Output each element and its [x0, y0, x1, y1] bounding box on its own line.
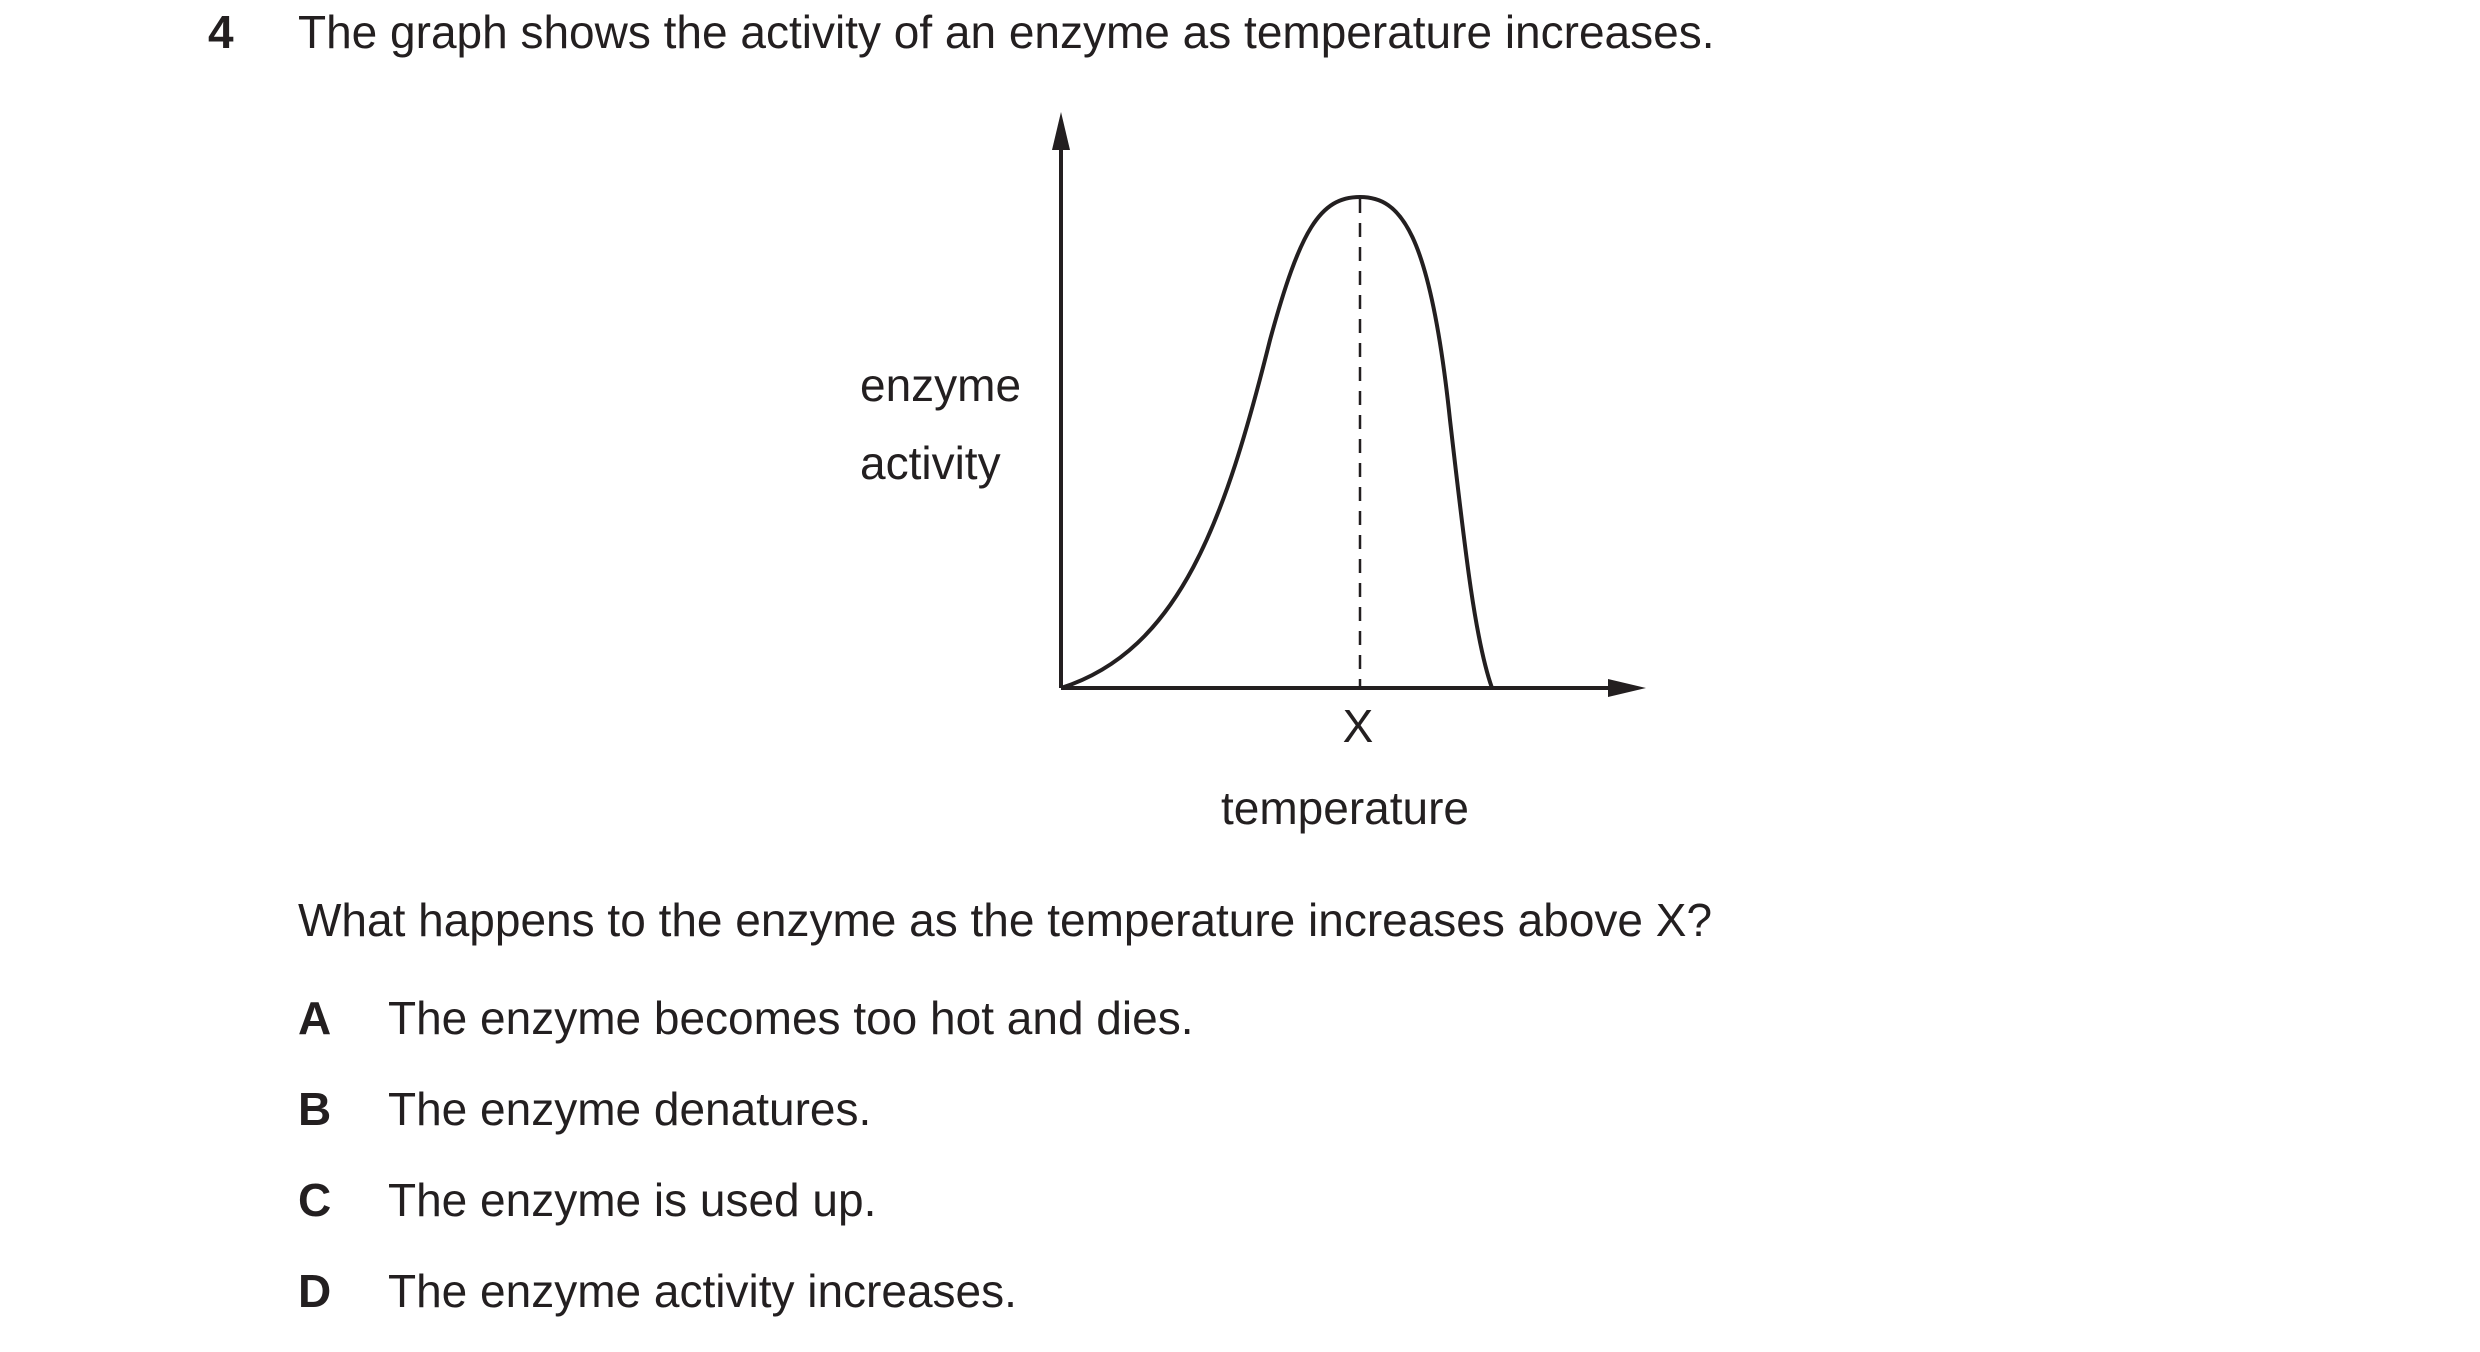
option-b[interactable] [298, 1079, 1193, 1170]
option-a[interactable] [298, 988, 1193, 1079]
y-axis-label [860, 346, 1100, 502]
option-d[interactable] [298, 1261, 1193, 1352]
question-stem: The graph shows the activity of an enzyme as temperature increases. [298, 6, 1715, 58]
option-text: The enzyme activity increases. [388, 1265, 1017, 1317]
y-axis-label-line2: activity [860, 437, 1001, 489]
x-axis-label: temperature [1220, 782, 1469, 834]
y-axis-label-line1: enzyme [860, 359, 1022, 411]
option-letter: D [298, 1265, 332, 1317]
option-c[interactable] [298, 1170, 1193, 1261]
option-text: The enzyme becomes too hot and dies. [388, 992, 1194, 1044]
option-text: The enzyme is used up. [388, 1174, 877, 1226]
option-letter: A [298, 992, 332, 1044]
option-letter: C [298, 1174, 332, 1226]
question-prompt: What happens to the enzyme as the temperature increases above X? [298, 894, 1713, 946]
option-letter: B [298, 1083, 332, 1135]
peak-marker-label: X [1342, 700, 1374, 752]
answer-options [298, 988, 1193, 1352]
y-axis-arrowhead [1052, 112, 1070, 150]
x-axis-arrowhead [1608, 679, 1646, 697]
option-text: The enzyme denatures. [388, 1083, 872, 1135]
question-number: 4 [208, 6, 234, 58]
activity-curve [1061, 197, 1492, 688]
